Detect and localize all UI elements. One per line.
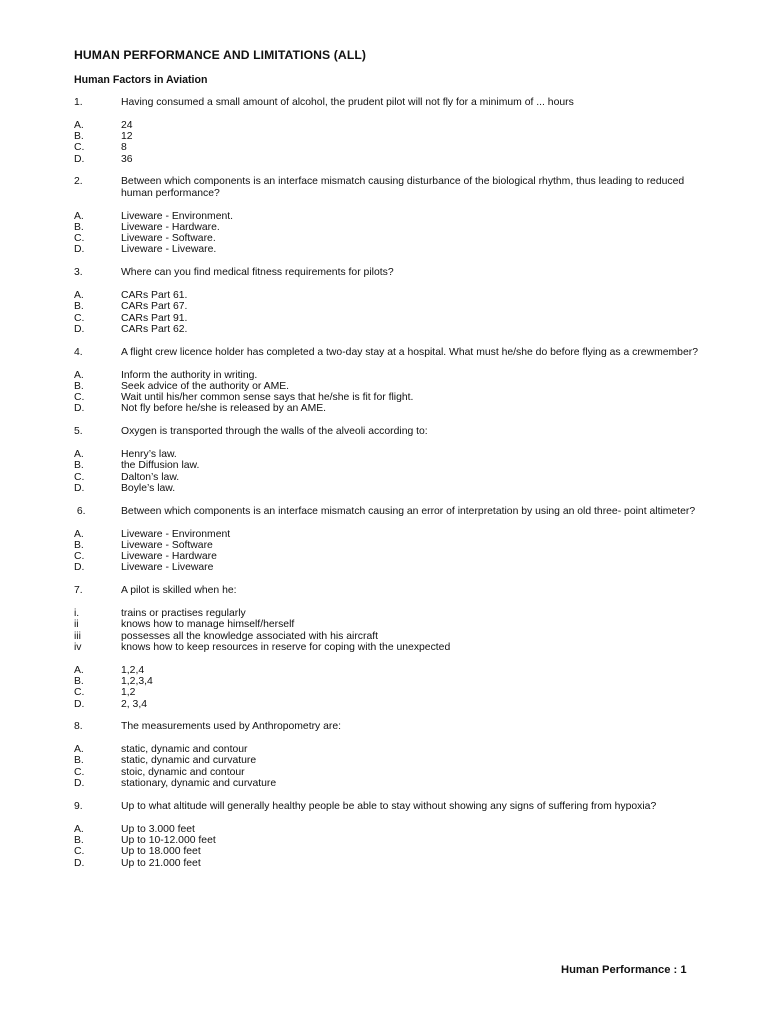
option-label: A. bbox=[74, 528, 84, 540]
question-block bbox=[74, 97, 704, 165]
option-row bbox=[74, 131, 704, 142]
option-row bbox=[74, 665, 704, 676]
question-text: A flight crew licence holder has completed a two-day stay at a hospital. What must he/she do before flying as a crewmember? bbox=[121, 346, 698, 358]
option-text: Liveware - Hardware bbox=[121, 551, 217, 563]
question-text: Up to what altitude will generally healthy people be able to stay without showing any signs of suffering from hypoxia? bbox=[121, 800, 657, 812]
question-number: 9. bbox=[74, 800, 83, 812]
option-label: A. bbox=[74, 119, 84, 131]
statement-label: iii bbox=[74, 630, 81, 642]
option-row bbox=[74, 301, 704, 312]
option-row bbox=[74, 381, 704, 392]
option-row bbox=[74, 676, 704, 687]
option-row bbox=[74, 154, 704, 165]
answer-options bbox=[74, 290, 704, 335]
question-text: Having consumed a small amount of alcohol, the prudent pilot will not fly for a minimum of ... hours bbox=[121, 97, 574, 108]
option-label: C. bbox=[74, 687, 85, 699]
option-label: A. bbox=[74, 369, 84, 381]
option-text: Liveware - Liveware bbox=[121, 562, 214, 574]
question-text: Between which components is an interface mismatch causing an error of interpretation by using an old three- point altimeter? bbox=[121, 505, 696, 517]
option-text: stoic, dynamic and contour bbox=[121, 766, 245, 778]
option-text: CARs Part 61. bbox=[121, 290, 188, 302]
option-label: D. bbox=[74, 698, 85, 710]
option-row bbox=[74, 403, 704, 414]
question-number: 5. bbox=[74, 426, 83, 438]
option-text: CARs Part 67. bbox=[121, 301, 188, 313]
option-row bbox=[74, 472, 704, 483]
question-text: The measurements used by Anthropometry are: bbox=[121, 721, 342, 733]
option-text: 12 bbox=[121, 131, 133, 143]
statement-text: knows how to manage himself/herself bbox=[121, 619, 295, 631]
option-text: Liveware - Hardware. bbox=[121, 221, 220, 233]
option-label: C. bbox=[74, 471, 85, 483]
option-label: A. bbox=[74, 290, 84, 302]
answer-options bbox=[74, 529, 704, 574]
option-row bbox=[74, 233, 704, 244]
option-text: Dalton’s law. bbox=[121, 471, 180, 483]
question-stem bbox=[74, 176, 704, 199]
option-row bbox=[74, 846, 704, 857]
question-number: 3. bbox=[74, 267, 83, 279]
option-text: Up to 18.000 feet bbox=[121, 846, 201, 858]
answer-options bbox=[74, 824, 704, 869]
option-row bbox=[74, 449, 704, 460]
option-label: C. bbox=[74, 551, 85, 563]
option-text: the Diffusion law. bbox=[121, 460, 200, 472]
option-label: C. bbox=[74, 846, 85, 858]
option-text: 1,2,4 bbox=[121, 664, 145, 676]
answer-options bbox=[74, 120, 704, 165]
option-label: A. bbox=[74, 744, 84, 756]
option-text: static, dynamic and curvature bbox=[121, 755, 257, 767]
statement-label: i. bbox=[74, 608, 80, 619]
option-label: C. bbox=[74, 233, 85, 245]
question-stem bbox=[74, 801, 704, 812]
statement-text: trains or practises regularly bbox=[121, 608, 246, 619]
option-text: Liveware - Environment bbox=[121, 528, 231, 540]
question-text: Between which components is an interface mismatch causing disturbance of the biological rhythm, thus leading to reduced human performance? bbox=[121, 176, 685, 199]
option-text: CARs Part 91. bbox=[121, 312, 188, 324]
option-label: B. bbox=[74, 460, 84, 472]
option-text: Liveware - Software. bbox=[121, 233, 216, 245]
statement-list bbox=[74, 608, 704, 653]
option-label: B. bbox=[74, 131, 84, 143]
option-row bbox=[74, 778, 704, 789]
option-label: D. bbox=[74, 857, 85, 869]
option-label: C. bbox=[74, 392, 85, 404]
option-label: C. bbox=[74, 142, 85, 154]
answer-options bbox=[74, 211, 704, 256]
question-block bbox=[74, 176, 704, 255]
question-text: Where can you find medical fitness requirements for pilots? bbox=[121, 267, 394, 279]
option-label: B. bbox=[74, 755, 84, 767]
question-text: Oxygen is transported through the walls of the alveoli according to: bbox=[121, 426, 428, 438]
option-row bbox=[74, 744, 704, 755]
option-row bbox=[74, 370, 704, 381]
question-number: 4. bbox=[74, 346, 83, 358]
question-text: A pilot is skilled when he: bbox=[121, 585, 237, 597]
option-label: B. bbox=[74, 221, 84, 233]
option-row bbox=[74, 211, 704, 222]
question-list bbox=[74, 97, 704, 880]
option-text: 2, 3,4 bbox=[121, 698, 147, 710]
option-text: Liveware - Environment. bbox=[121, 210, 234, 222]
option-row bbox=[74, 290, 704, 301]
option-text: Up to 10-12.000 feet bbox=[121, 834, 216, 846]
option-text: stationary, dynamic and curvature bbox=[121, 778, 277, 790]
question-block bbox=[74, 347, 704, 415]
statement-label: ii bbox=[74, 619, 79, 631]
option-label: B. bbox=[74, 834, 84, 846]
option-row bbox=[74, 767, 704, 778]
question-block bbox=[74, 506, 704, 574]
option-row bbox=[74, 244, 704, 255]
statement-text: knows how to keep resources in reserve for coping with the unexpected bbox=[121, 641, 451, 653]
option-label: C. bbox=[74, 312, 85, 324]
option-text: 8 bbox=[121, 142, 127, 154]
option-row bbox=[74, 824, 704, 835]
page-footer: Human Performance : 1 bbox=[561, 964, 687, 976]
option-row bbox=[74, 313, 704, 324]
option-text: 24 bbox=[121, 119, 133, 131]
question-number: 2. bbox=[74, 176, 83, 188]
option-text: Liveware - Software bbox=[121, 539, 213, 551]
option-text: Wait until his/her common sense says that he/she is fit for flight. bbox=[121, 392, 414, 404]
option-row bbox=[74, 699, 704, 710]
option-label: A. bbox=[74, 823, 84, 835]
option-label: D. bbox=[74, 562, 85, 574]
option-text: Seek advice of the authority or AME. bbox=[121, 380, 290, 392]
option-label: D. bbox=[74, 403, 85, 415]
option-row bbox=[74, 120, 704, 131]
question-number: 1. bbox=[74, 97, 83, 108]
option-text: static, dynamic and contour bbox=[121, 744, 248, 756]
option-row bbox=[74, 687, 704, 698]
option-label: D. bbox=[74, 778, 85, 790]
option-row bbox=[74, 324, 704, 335]
question-stem bbox=[74, 97, 704, 108]
option-text: Liveware - Liveware. bbox=[121, 244, 217, 256]
option-text: CARs Part 62. bbox=[121, 323, 188, 335]
question-block bbox=[74, 267, 704, 335]
question-stem bbox=[74, 585, 704, 596]
statement-text: possesses all the knowledge associated with his aircraft bbox=[121, 630, 379, 642]
option-label: A. bbox=[74, 664, 84, 676]
document-title: HUMAN PERFORMANCE AND LIMITATIONS (ALL) bbox=[74, 48, 367, 62]
option-row bbox=[74, 551, 704, 562]
option-row bbox=[74, 755, 704, 766]
answer-options bbox=[74, 665, 704, 710]
option-text: Up to 21.000 feet bbox=[121, 857, 201, 869]
option-row bbox=[74, 562, 704, 573]
question-stem bbox=[74, 721, 704, 732]
question-block bbox=[74, 721, 704, 789]
option-row bbox=[74, 540, 704, 551]
option-label: D. bbox=[74, 153, 85, 165]
question-block bbox=[74, 426, 704, 494]
question-stem bbox=[74, 506, 704, 517]
section-heading: Human Factors in Aviation bbox=[74, 74, 208, 86]
option-row bbox=[74, 460, 704, 471]
statement-row bbox=[74, 619, 704, 630]
option-label: D. bbox=[74, 482, 85, 494]
question-block bbox=[74, 585, 704, 710]
option-row bbox=[74, 529, 704, 540]
option-label: C. bbox=[74, 766, 85, 778]
option-row bbox=[74, 483, 704, 494]
option-label: D. bbox=[74, 244, 85, 256]
option-row bbox=[74, 858, 704, 869]
option-label: B. bbox=[74, 380, 84, 392]
option-label: B. bbox=[74, 301, 84, 313]
option-label: D. bbox=[74, 323, 85, 335]
option-text: 1,2 bbox=[121, 687, 136, 699]
question-number: 8. bbox=[74, 721, 83, 733]
option-text: Inform the authority in writing. bbox=[121, 369, 258, 381]
question-block bbox=[74, 801, 704, 869]
option-label: A. bbox=[74, 210, 84, 222]
answer-options bbox=[74, 449, 704, 494]
option-row bbox=[74, 142, 704, 153]
statement-row bbox=[74, 608, 704, 619]
question-stem bbox=[74, 347, 704, 358]
option-text: Boyle’s law. bbox=[121, 482, 176, 494]
option-text: Henry’s law. bbox=[121, 449, 177, 461]
question-number: 7. bbox=[74, 585, 83, 597]
option-row bbox=[74, 835, 704, 846]
question-stem bbox=[74, 267, 704, 278]
option-row bbox=[74, 392, 704, 403]
option-label: B. bbox=[74, 539, 84, 551]
option-label: A. bbox=[74, 449, 84, 461]
option-label: B. bbox=[74, 675, 84, 687]
statement-label: iv bbox=[74, 641, 82, 653]
answer-options bbox=[74, 370, 704, 415]
answer-options bbox=[74, 744, 704, 789]
question-stem bbox=[74, 426, 704, 437]
option-text: Up to 3.000 feet bbox=[121, 823, 195, 835]
option-text: Not fly before he/she is released by an AME. bbox=[121, 403, 327, 415]
option-text: 36 bbox=[121, 153, 133, 165]
option-row bbox=[74, 222, 704, 233]
statement-row bbox=[74, 631, 704, 642]
question-number: 6. bbox=[74, 505, 86, 517]
statement-row bbox=[74, 642, 704, 653]
option-text: 1,2,3,4 bbox=[121, 675, 153, 687]
